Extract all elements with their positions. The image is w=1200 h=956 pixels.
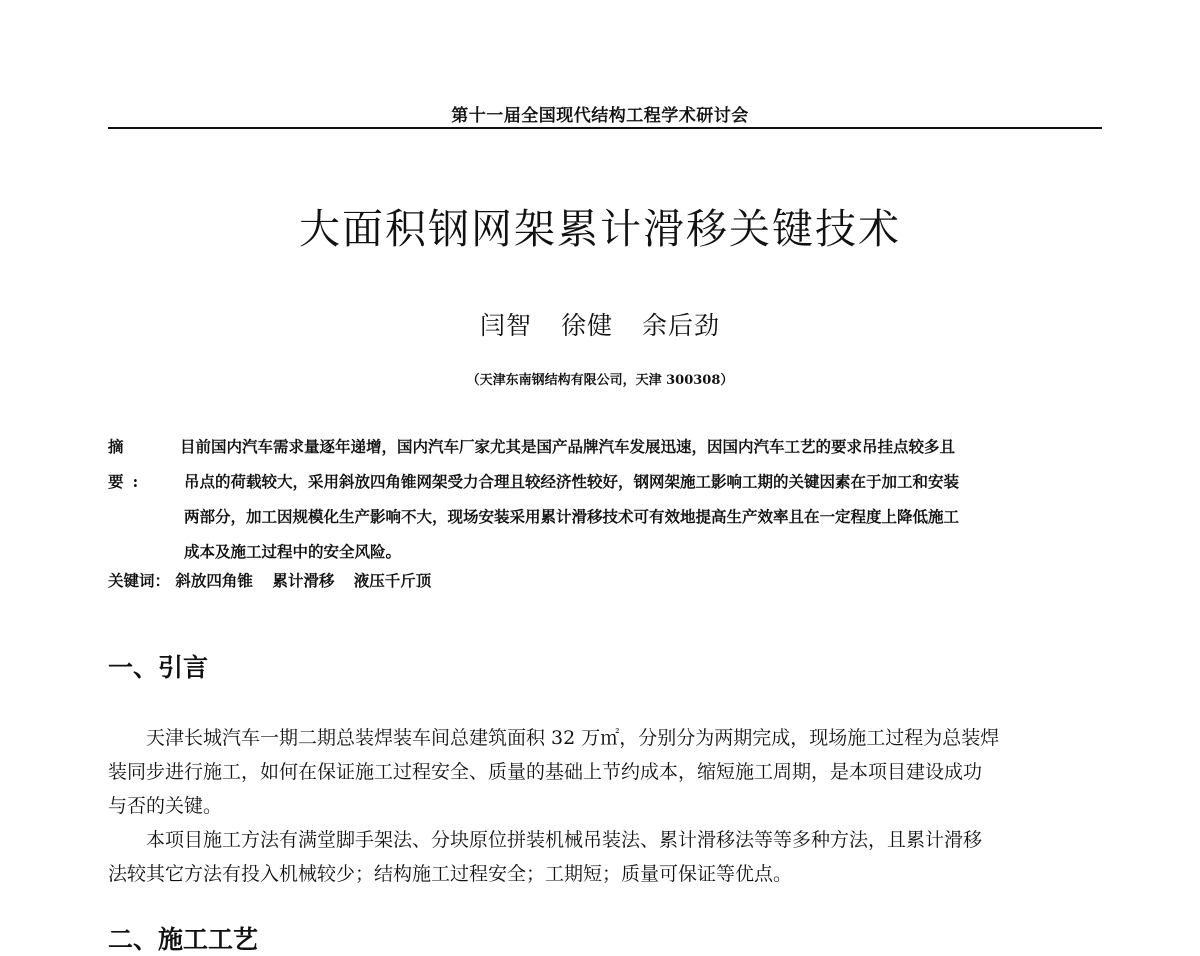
paragraph-line: 本项目施工方法有满堂脚手架法、分块原位拼装机械吊装法、累计滑移法等等多种方法，且累计滑移 [146,829,983,851]
paper-title: 大面积钢网架累计滑移关键技术 [299,205,901,253]
keywords-label: 关键词： [108,571,171,590]
section-heading-construction-process: 二、施工工艺 [108,925,259,954]
author-list [0,306,1200,342]
abstract-line: 成本及施工过程中的安全风险。 [184,542,402,561]
abstract-line: 两部分，加工因规模化生产影响不大，现场安装采用累计滑移技术可有效地提高生产效率且在一定程度上降低施工 [184,507,960,526]
abstract-line: 吊点的荷载较大，采用斜放四角锥网架受力合理且较经济性较好，钢网架施工影响工期的关键因素在于加工和安装 [184,472,960,491]
paragraph-line: 装同步进行施工，如何在保证施工过程安全、质量的基础上节约成本，缩短施工周期，是本项目建设成功 [108,761,983,783]
affiliation: （天津东南钢结构有限公司，天津 300308） [466,373,734,388]
paragraph-line: 法较其它方法有投入机械较少；结构施工过程安全；工期短；质量可保证等优点。 [108,863,793,885]
abstract-body [184,464,1102,569]
body-paragraph [108,823,1102,891]
keyword: 液压千斤顶 [353,571,432,590]
running-header: 第十一届全国现代结构工程学术研讨会 [451,106,749,126]
keywords [108,569,445,591]
abstract-line: 目前国内汽车需求量逐年递增，国内汽车厂家尤其是国产品牌汽车发展迅速，因国内汽车工艺的要求吊挂点较多且 [180,437,956,456]
body-paragraph [108,721,1102,823]
paragraph-line: 与否的关键。 [108,795,223,817]
keyword: 累计滑移 [272,571,335,590]
section-heading-introduction: 一、引言 [108,653,209,682]
paragraph-line: 天津长城汽车一期二期总装焊装车间总建筑面积 32 万㎡，分别分为两期完成，现场施工过程为总装焊 [146,727,1000,749]
author-name: 徐健 [560,311,613,340]
author-name: 余后劲 [641,311,720,340]
abstract-label: 摘 要: [108,437,148,491]
author-name: 闫智 [480,311,533,340]
keyword: 斜放四角锥 [175,571,253,590]
header-rule [108,127,1102,129]
